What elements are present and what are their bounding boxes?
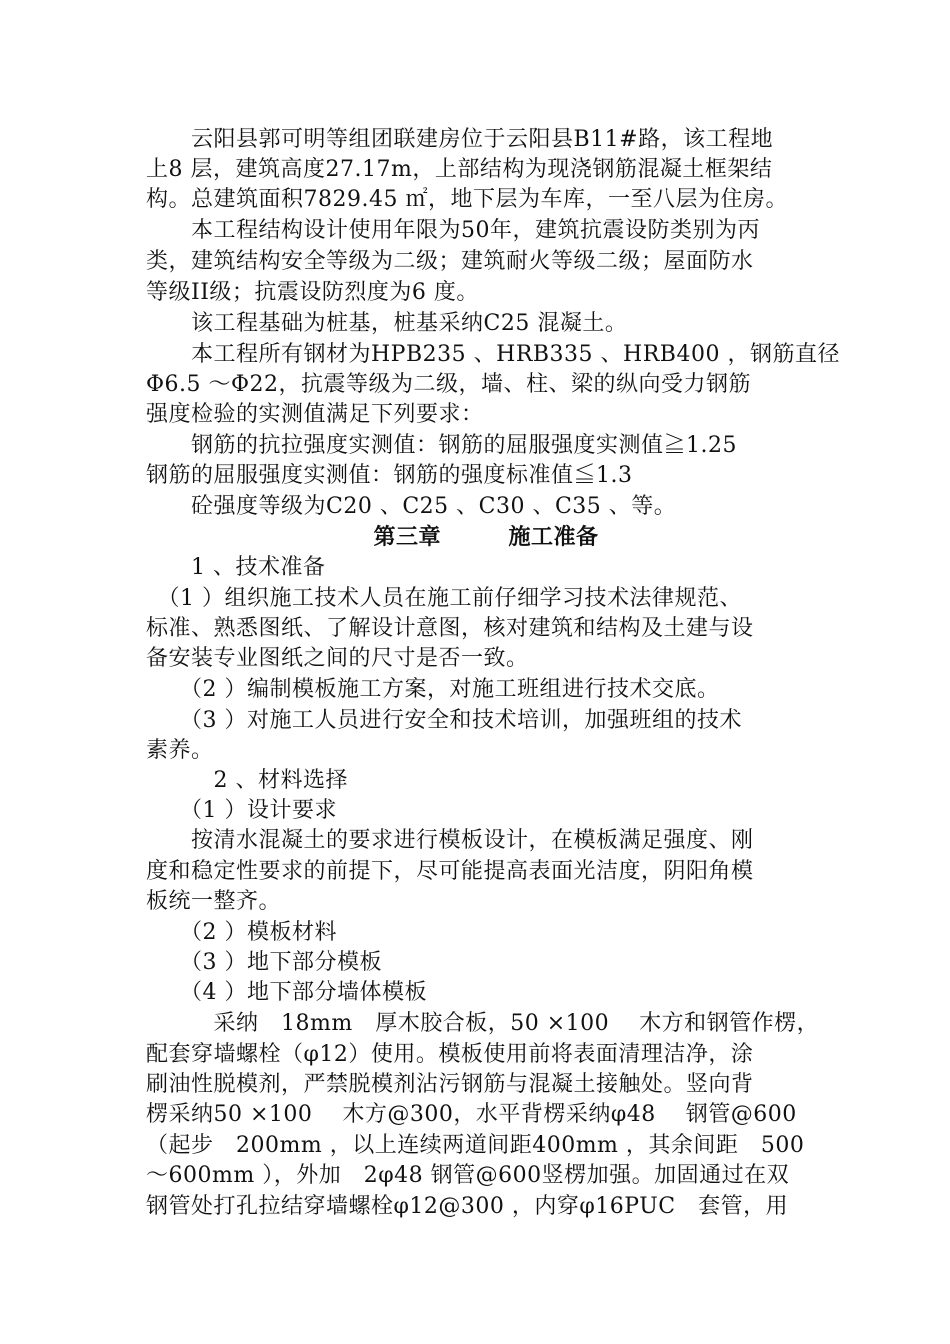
- text-line: （1 ）组织施工技术人员在施工前仔细学习技术法律规范、: [146, 586, 742, 611]
- text-line: （2 ）编制模板施工方案，对施工班组进行技术交底。: [146, 677, 720, 702]
- text-line: Φ6.5 ～Φ22，抗震等级为二级，墙、柱、梁的纵向受力钢筋: [146, 372, 752, 397]
- text-line: 上8 层，建筑高度27.17m，上部结构为现浇钢筋混凝土框架结: [146, 157, 773, 182]
- text-line: 配套穿墙螺栓（φ12）使用。模板使用前将表面清理洁净，涂: [146, 1042, 754, 1067]
- text-line: 构。总建筑面积7829.45 ㎡，地下层为车库，一至八层为住房。: [146, 187, 788, 212]
- text-line: 度和稳定性要求的前提下，尽可能提高表面光洁度，阴阳角模: [146, 859, 754, 884]
- text-line: 本工程所有钢材为HPB235 、HRB335 、HRB400 ，钢筋直径: [146, 342, 840, 367]
- text-line: 砼强度等级为C20 、C25 、C30 、C35 、等。: [146, 494, 677, 519]
- text-line: 钢管处打孔拉结穿墙螺栓φ12@300 ，内穿φ16PUC 套管，用: [146, 1194, 789, 1219]
- text-line: 采纳 18mm 厚木胶合板，50 ×100 木方和钢管作楞，: [146, 1011, 820, 1036]
- text-line: 刷油性脱模剂，严禁脱模剂沾污钢筋与混凝土接触处。竖向背: [146, 1072, 754, 1097]
- text-line: ～600mm ），外加 2φ48 钢管@600竖楞加强。加固通过在双: [146, 1163, 790, 1188]
- text-line: 类，建筑结构安全等级为二级；建筑耐火等级二级；屋面防水: [146, 249, 754, 274]
- text-line: 该工程基础为桩基，桩基采纳C25 混凝土。: [146, 311, 628, 336]
- text-line: 楞采纳50 ×100 木方@300，水平背楞采纳φ48 钢管@600: [146, 1102, 797, 1127]
- text-line: 素养。: [146, 738, 214, 763]
- text-line: （起步 200mm ，以上连续两道间距400mm ，其余间距 500: [146, 1133, 805, 1158]
- text-line: 钢筋的屈服强度实测值：钢筋的强度标准值≦1.3: [146, 463, 633, 488]
- text-line: 标准、熟悉图纸、了解设计意图，核对建筑和结构及土建与设: [146, 616, 754, 641]
- text-line: （1 ）设计要求: [146, 798, 337, 823]
- text-line: 本工程结构设计使用年限为50年，建筑抗震设防类别为丙: [146, 218, 760, 243]
- text-line: 钢筋的抗拉强度实测值：钢筋的屈服强度实测值≧1.25: [146, 433, 737, 458]
- text-line: 板统一整齐。: [146, 889, 282, 914]
- text-line: （3 ）地下部分模板: [146, 950, 382, 975]
- text-line: 2 、材料选择: [146, 768, 348, 793]
- text-line: 备安装专业图纸之间的尺寸是否一致。: [146, 646, 529, 671]
- text-line: 等级II级；抗震设防烈度为6 度。: [146, 280, 479, 305]
- text-line: 1 、技术准备: [146, 555, 326, 580]
- text-line: 强度检验的实测值满足下列要求：: [146, 402, 484, 427]
- text-line: 云阳县郭可明等组团联建房位于云阳县B11#路，该工程地: [146, 127, 774, 152]
- text-line: 按清水混凝土的要求进行模板设计，在模板满足强度、刚: [146, 828, 754, 853]
- text-line: （2 ）模板材料: [146, 920, 337, 945]
- text-line: （3 ）对施工人员进行安全和技术培训，加强班组的技术: [146, 708, 742, 733]
- text-line: （4 ）地下部分墙体模板: [146, 980, 427, 1005]
- chapter-heading: 第三章 施工准备: [373, 524, 599, 550]
